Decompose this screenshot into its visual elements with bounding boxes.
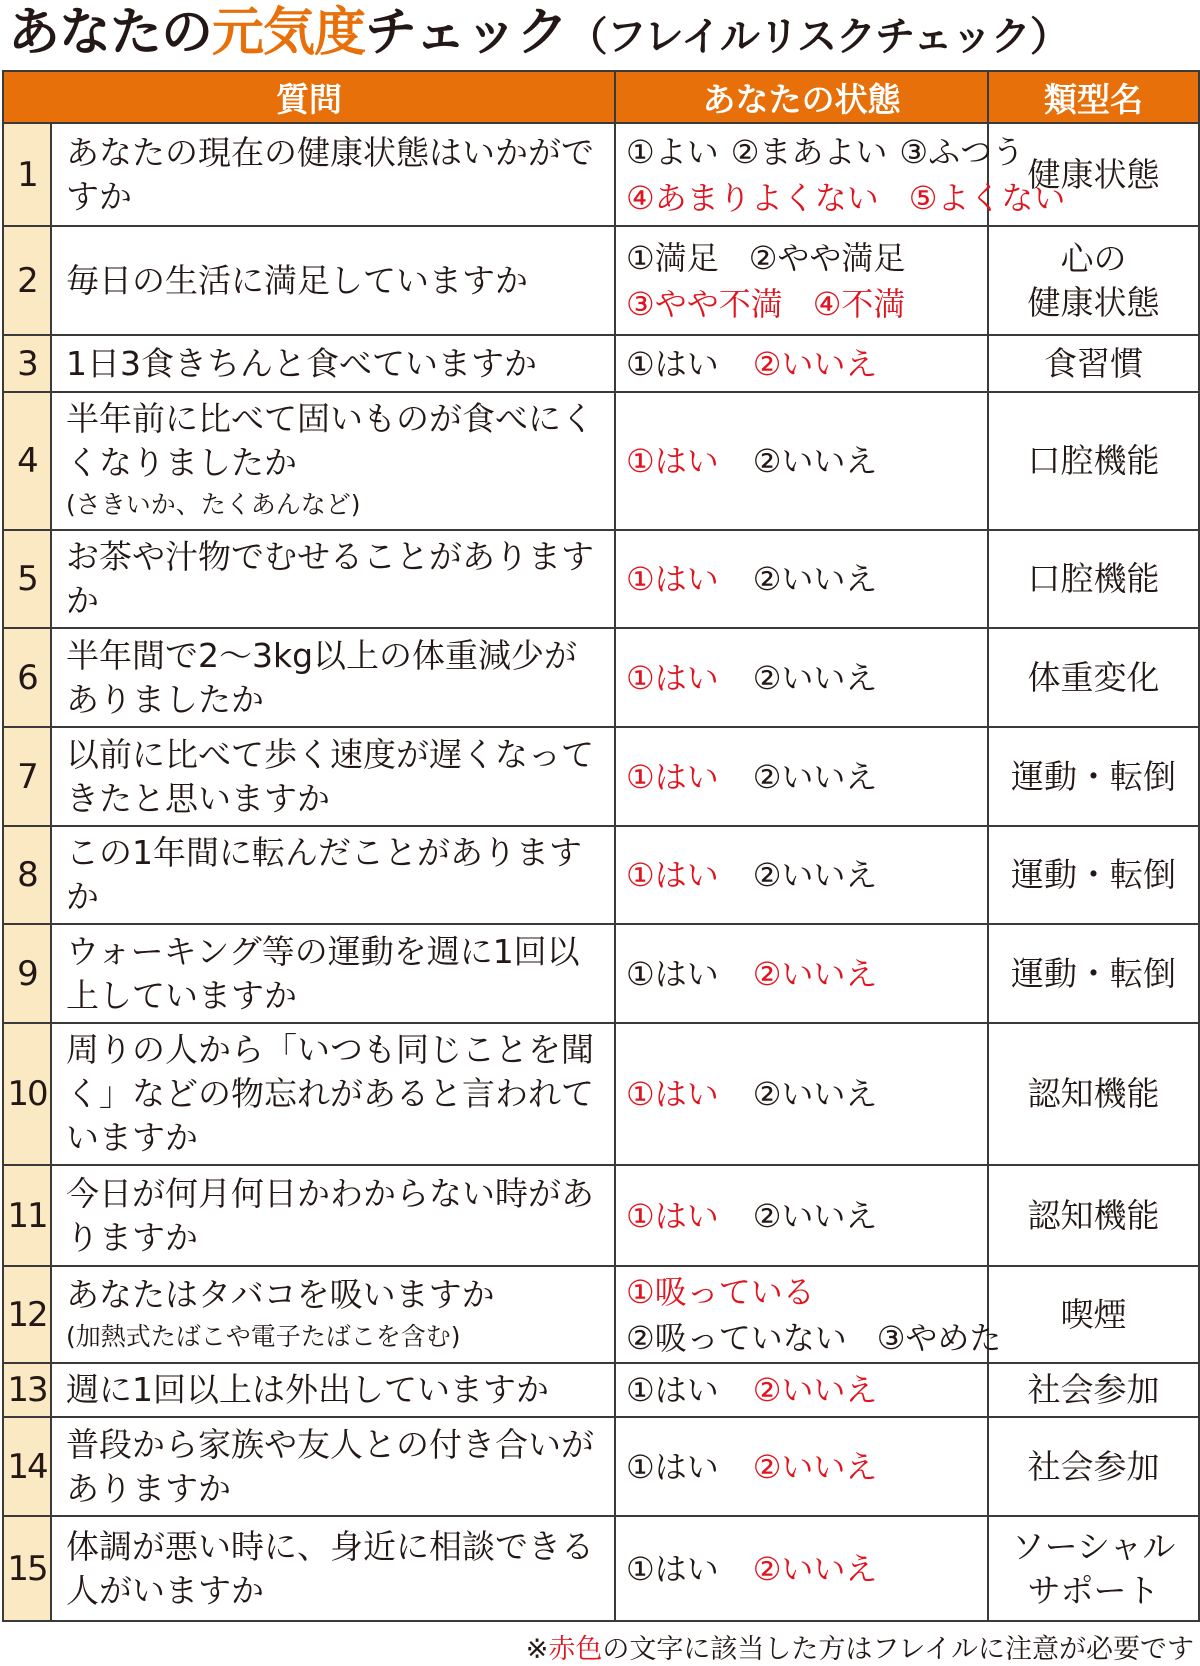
type-name: 健康状態 [1027,154,1160,194]
question-number: 12 [3,1266,51,1363]
answer-line [626,951,983,997]
answer-option-red: ⑤よくない [908,178,1066,217]
footnote-red-word: 赤色 [548,1634,603,1665]
table-row [3,1023,1199,1165]
answer-line [626,655,983,701]
question-cell [51,727,615,826]
answer-option: ②まあよい [730,132,888,171]
table-row [3,1266,1199,1363]
answer-line [626,1269,983,1315]
answer-option-red: ②いいえ [752,954,878,993]
answer-option-red: ②いいえ [752,1447,878,1486]
question-text: 1日3食きちんと食べていますか [66,343,537,383]
answer-line [626,235,983,281]
answer-cell [615,727,988,826]
type-name: 社会参加 [1027,1446,1160,1486]
answer-option-red: ①はい [626,856,719,894]
answer-option: ②やや満足 [748,238,906,277]
type-cell [988,1516,1199,1621]
question-number: 2 [3,226,51,335]
answer-option-red: ②いいえ [752,344,878,383]
question-note: (さきいか、たくあんなど) [66,490,361,519]
answer-cell [615,226,988,335]
answer-option: ①はい [626,954,719,993]
table-row [3,1363,1199,1417]
question-number: 8 [3,826,51,924]
question-text: あなたの現在の健康状態はいかがですか [66,132,594,216]
question-cell [51,924,615,1023]
question-text: 周りの人から「いつも同じことを聞く」などの物忘れがあると言われていますか [66,1030,594,1157]
answer-line [626,754,983,800]
question-cell [51,226,615,335]
question-number: 3 [3,335,51,392]
table-row [3,335,1199,392]
header-row [3,71,1199,123]
answer-line [626,438,983,484]
type-cell [988,924,1199,1023]
answer-cell [615,123,1066,226]
page-title [8,0,1198,66]
answer-cell [615,335,988,392]
type-name: 口腔機能 [1027,441,1160,480]
question-number: 11 [3,1165,51,1266]
question-number: 15 [3,1516,51,1621]
answer-cell [615,1417,988,1516]
answer-option-red: ④あまりよくない [626,178,879,217]
type-cell [988,530,1199,628]
answer-line [626,852,983,898]
answer-option: ①よい [626,132,719,171]
answer-line [626,556,983,602]
type-name: 運動・転倒 [1011,756,1176,796]
question-number: 13 [3,1363,51,1417]
table-row [3,727,1199,826]
answer-option-red: ①はい [626,560,719,598]
type-cell [988,226,1199,335]
table-row [3,924,1199,1023]
title-suffix: チェック [365,3,568,63]
answer-option: ①はい [626,1549,719,1588]
question-text: 半年間で2～3kg以上の体重減少がありましたか [66,635,578,719]
type-cell [988,1165,1199,1266]
question-cell [51,392,615,530]
question-cell [51,1023,615,1165]
type-cell [988,392,1199,530]
answer-line [626,129,1025,175]
answer-line [626,175,1066,221]
answer-cell [615,1266,1002,1363]
answer-option: ①はい [626,1371,719,1409]
type-cell [988,1266,1199,1363]
title-subtitle: （フレイルリスクチェック） [567,14,1069,60]
header-state: あなたの状態 [615,71,988,123]
answer-option: ①はい [626,344,719,383]
question-cell [51,1266,615,1363]
type-name: 運動・転倒 [1011,855,1176,894]
question-cell [51,826,615,924]
answer-option-red: ②いいえ [752,1549,878,1588]
table-row [3,226,1199,335]
answer-cell [615,1165,988,1266]
answer-option-red: ④不満 [812,284,906,323]
type-name: 認知機能 [1027,1195,1160,1235]
question-text: お茶や汁物でむせることがありますか [66,537,594,620]
header-question: 質問 [3,71,615,123]
question-cell [51,628,615,727]
question-cell [51,1165,615,1266]
type-name: 口腔機能 [1027,559,1160,598]
answer-cell [615,392,988,530]
answer-option: ②いいえ [752,856,878,894]
answer-option: ②吸っていない [626,1318,847,1357]
answer-option-red: ①吸っている [626,1272,815,1311]
answer-cell [615,628,988,727]
table-row [3,628,1199,727]
question-text: 以前に比べて歩く速度が遅くなってきたと思いますか [66,734,594,818]
answer-option: ②いいえ [752,1196,878,1235]
table-row [3,530,1199,628]
question-number: 7 [3,727,51,826]
table-row [3,1165,1199,1266]
question-number: 6 [3,628,51,727]
answer-option: ③ふつう [899,132,1025,171]
type-cell [988,826,1199,924]
type-name: 運動・転倒 [1011,953,1176,993]
question-text: 普段から家族や友人との付き合いがありますか [66,1424,594,1508]
question-cell [51,1417,615,1516]
table-row [3,392,1199,530]
question-number: 10 [3,1023,51,1165]
type-cell [988,1363,1199,1417]
answer-line [626,281,983,327]
answer-line [626,1367,983,1413]
footnote-text: の文字に該当した方はフレイルに注意が必要です [602,1634,1194,1665]
type-cell [988,727,1199,826]
answer-line [626,341,983,387]
question-cell [51,530,615,628]
answer-option: ②いいえ [752,560,878,598]
table-row [3,826,1199,924]
question-number: 5 [3,530,51,628]
answer-option-red: ②いいえ [752,1371,878,1409]
answer-cell [615,1363,988,1417]
question-text: 体調が悪い時に、身近に相談できる人がいますか [66,1526,594,1610]
type-name: ソーシャル サポート [1011,1526,1176,1610]
answer-option: ①はい [626,1447,719,1486]
type-name: 食習慣 [1044,343,1143,383]
footnote [526,1627,1194,1666]
answer-option-red: ①はい [626,1196,719,1235]
question-cell [51,335,615,392]
type-name: 認知機能 [1027,1074,1160,1113]
title-prefix: あなたの [8,3,213,63]
table-row [3,1417,1199,1516]
type-name: 体重変化 [1027,657,1160,697]
type-name: 心の 健康状態 [1027,238,1160,322]
question-cell [51,1363,615,1417]
question-cell [51,123,615,226]
answer-option: ①満足 [626,238,719,277]
question-text: あなたはタバコを吸いますか [66,1274,495,1314]
answer-option-red: ①はい [626,1075,719,1113]
type-name: 喫煙 [1060,1294,1127,1334]
answer-cell [615,1516,988,1621]
answer-option: ②いいえ [752,757,878,796]
answer-option-red: ①はい [626,442,719,480]
answer-line [626,1193,983,1239]
header-type: 類型名 [988,71,1199,123]
answer-cell [615,1023,988,1165]
type-cell [988,335,1199,392]
type-cell [988,628,1199,727]
question-cell [51,1516,615,1621]
table-row [3,123,1199,226]
type-cell [988,1023,1199,1165]
question-note: (加熱式たばこや電子たばこを含む) [66,1321,461,1351]
question-number: 1 [3,123,51,226]
question-text: 毎日の生活に満足していますか [66,260,528,300]
question-number: 9 [3,924,51,1023]
answer-line [626,1546,983,1592]
title-accent: 元気度 [212,3,366,63]
table-row [3,1516,1199,1621]
question-number: 14 [3,1417,51,1516]
answer-option: ②いいえ [752,1075,878,1113]
answer-cell [615,826,988,924]
answer-line [626,1315,1002,1361]
answer-option-red: ③やや不満 [626,284,783,323]
type-name: 社会参加 [1027,1370,1160,1409]
answer-cell [615,924,988,1023]
answer-cell [615,530,988,628]
question-number: 4 [3,392,51,530]
type-cell [988,1417,1199,1516]
question-text: ウォーキング等の運動を週に1回以上していますか [66,931,580,1015]
answer-option-red: ①はい [626,658,719,697]
question-text: 半年前に比べて固いものが食べにくくなりましたか [66,399,594,482]
answer-option-red: ①はい [626,757,719,796]
answer-line [626,1444,983,1490]
check-table [2,70,1200,1622]
question-text: この1年間に転んだことがありますか [66,833,582,916]
question-text: 今日が何月何日かわからない時がありますか [66,1173,594,1257]
answer-option: ②いいえ [752,658,878,697]
footnote-prefix: ※ [525,1634,549,1665]
answer-option: ③やめた [876,1318,1002,1357]
answer-line [626,1071,983,1117]
question-text: 週に1回以上は外出していますか [66,1370,549,1409]
answer-option: ②いいえ [752,442,878,480]
